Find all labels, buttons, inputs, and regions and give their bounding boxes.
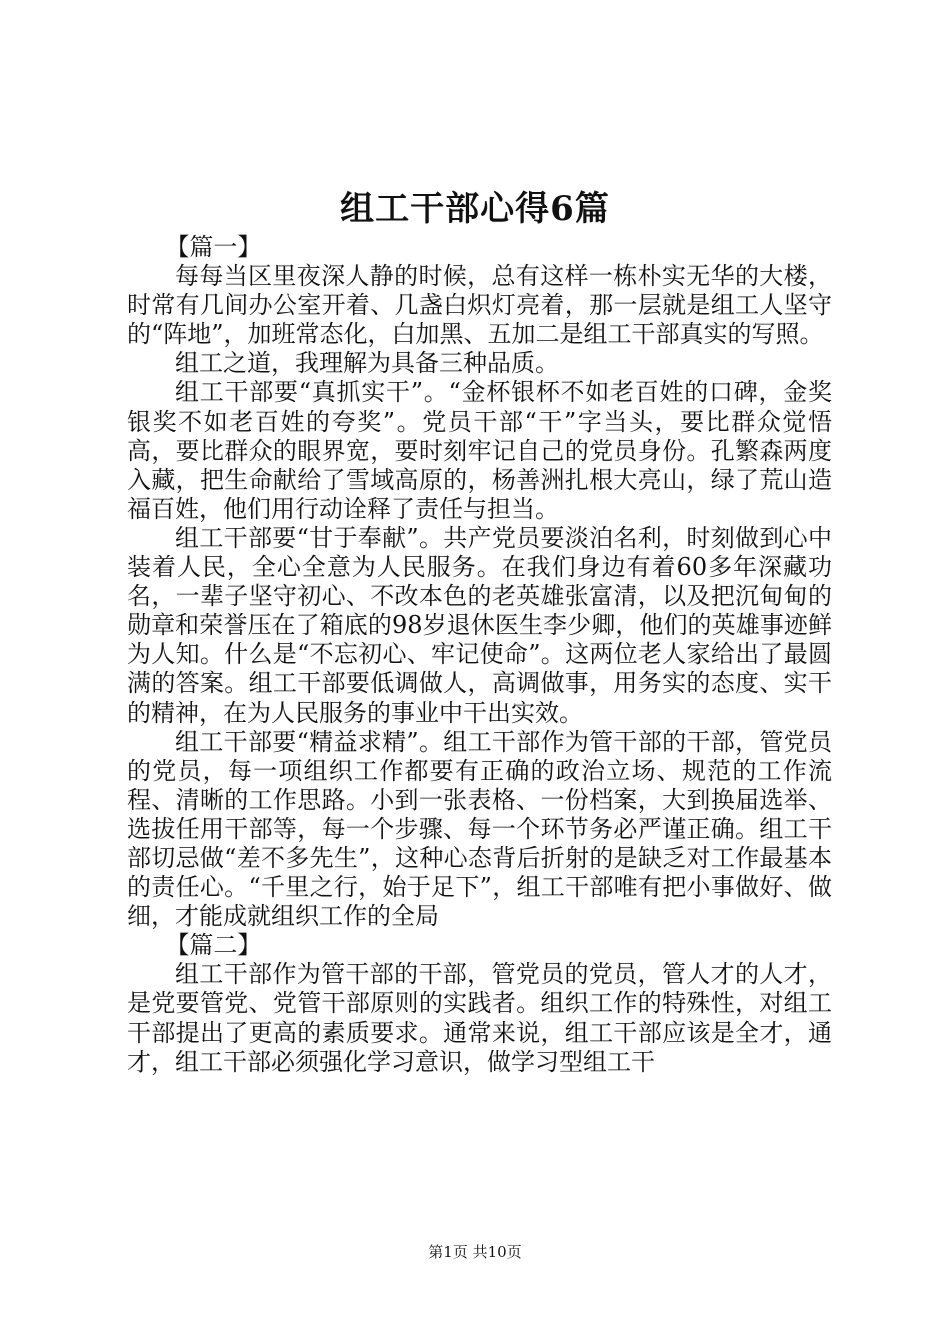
paragraph: 组工干部作为管干部的干部，管党员的党员，管人才的人才，是党要管党、党管干部原则的实践者。组织工作的特殊性，对组工干部提出了更高的素质要求。通常来说，组工干部应该是全才，通才，组工干部必须强化学习意识，做学习型组工干 (127, 960, 832, 1076)
paragraph: 每每当区里夜深人静的时候，总有这样一栋朴实无华的大楼，时常有几间办公室开着、几盏白炽灯亮着，那一层就是组工人坚守的“阵地”，加班常态化，白加黑、五加二是组工干部真实的写照。 (127, 262, 832, 349)
paragraph: 组工干部要“甘于奉献”。共产党员要淡泊名利，时刻做到心中装着人民，全心全意为人民服务。在我们身边有着60多年深藏功名，一辈子坚守初心、不改本色的老英雄张富清，以及把沉甸甸的勋章和荣誉压在了箱底的98岁退休医生李少卿，他们的英雄事迹鲜为人知。什么是“不忘初心、牢记使命”。这两位老人家给出了最圆满的答案。组工干部要低调做人，高调做事，用务实的态度、实干的精神，在为人民服务的事业中干出实效。 (127, 523, 832, 727)
section-heading-2: 【篇二】 (165, 931, 262, 960)
paragraph: 组工干部要“真抓实干”。“金杯银杯不如老百姓的口碑，金奖银奖不如老百姓的夸奖”。党员干部“干”字当头，要比群众觉悟高，要比群众的眼界宽，要时刻牢记自己的党员身份。孔繁森两度入藏，把生命献给了雪域高原的，杨善洲扎根大亮山，绿了荒山造福百姓，他们用行动诠释了责任与担当。 (127, 378, 832, 523)
section-heading-1: 【篇一】 (165, 233, 262, 261)
page-footer: 第1页 共10页 (428, 1243, 522, 1261)
paragraph: 组工之道，我理解为具备三种品质。 (175, 349, 559, 378)
document-body (127, 233, 832, 1077)
paragraph: 组工干部要“精益求精”。组工干部作为管干部的干部，管党员的党员，每一项组织工作都要有正确的政治立场、规范的工作流程、清晰的工作思路。小到一张表格、一份档案，大到换届选举、选拔任用干部等，每一个步骤、每一个环节务必严谨正确。组工干部切忌做“差不多先生”，这种心态背后折射的是缺乏对工作最基本的责任心。“千里之行，始于足下”，组工干部唯有把小事做好、做细，才能成就组织工作的全局 (127, 727, 832, 931)
document-title: 组工干部心得6篇 (340, 189, 610, 229)
